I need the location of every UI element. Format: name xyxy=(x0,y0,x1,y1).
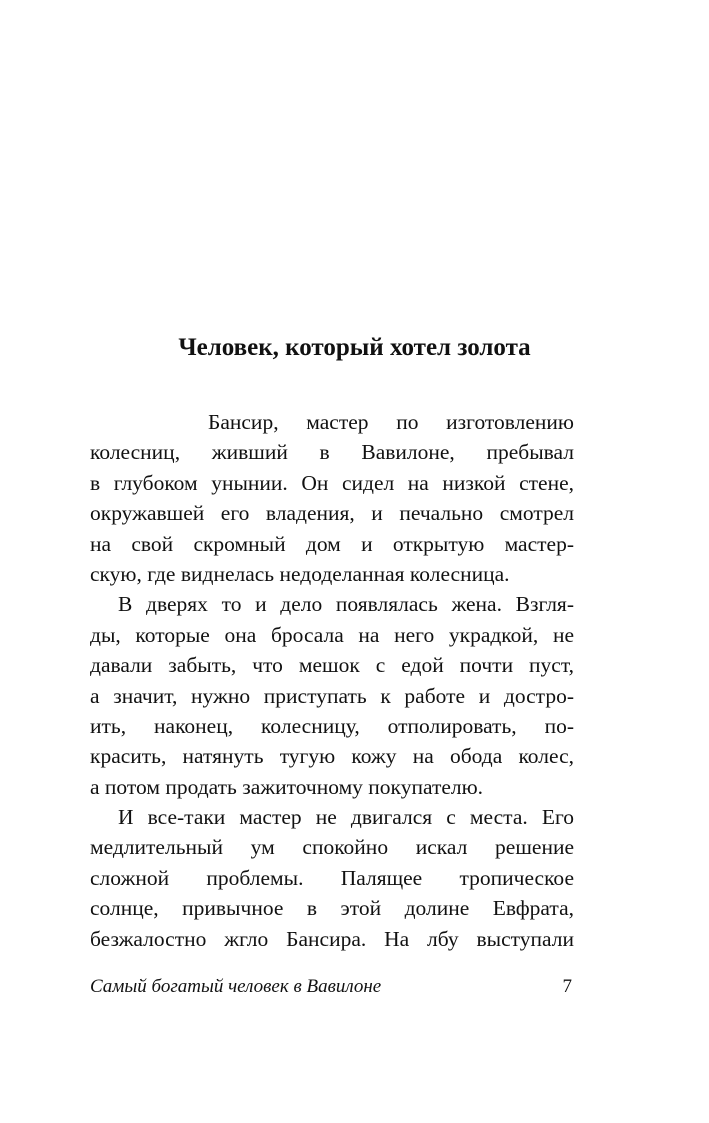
text-line: В дверях то и дело появлялась жена. Взгля- xyxy=(118,592,574,617)
text-line: безжалостно жгло Бансира. На лбу выступали xyxy=(90,926,574,951)
chapter-title: Человек, который хотел золота xyxy=(178,334,531,361)
text-line: скую, где виднелась недоделанная колесница. xyxy=(90,561,510,586)
text-line: И все-таки мастер не двигался с места. Его xyxy=(118,805,574,830)
text-line: солнце, привычное в этой долине Евфрата, xyxy=(90,896,574,921)
chapter-body xyxy=(90,407,574,954)
text-line: давали забыть, что мешок с едой почти пуст, xyxy=(90,653,574,678)
text-line: а потом продать зажиточному покупателю. xyxy=(90,774,484,799)
text-line: в глубоком унынии. Он сидел на низкой стене, xyxy=(90,470,574,495)
text-line: а значит, нужно приступать к работе и достро- xyxy=(90,683,574,708)
page-footer xyxy=(90,972,574,1002)
text-line: колесниц, живший в Вавилоне, пребывал xyxy=(90,440,574,465)
page-number: 7 xyxy=(562,976,572,997)
text-line: на свой скромный дом и открытую мастер- xyxy=(90,531,574,556)
text-line: красить, натянуть тугую кожу на обода колес, xyxy=(90,744,574,769)
text-line: окружавшей его владения, и печально смотрел xyxy=(90,501,574,526)
text-line: сложной проблемы. Палящее тропическое xyxy=(90,865,574,890)
text-line: ить, наконец, колесницу, отполировать, по- xyxy=(90,713,574,738)
text-line: Бансир, мастер по изготовлению xyxy=(208,410,574,434)
text-line: ды, которые она бросала на него украдкой, не xyxy=(90,622,574,647)
text-line: медлительный ум спокойно искал решение xyxy=(90,835,574,860)
running-footer-book-title: Самый богатый человек в Вавилоне xyxy=(90,976,382,997)
